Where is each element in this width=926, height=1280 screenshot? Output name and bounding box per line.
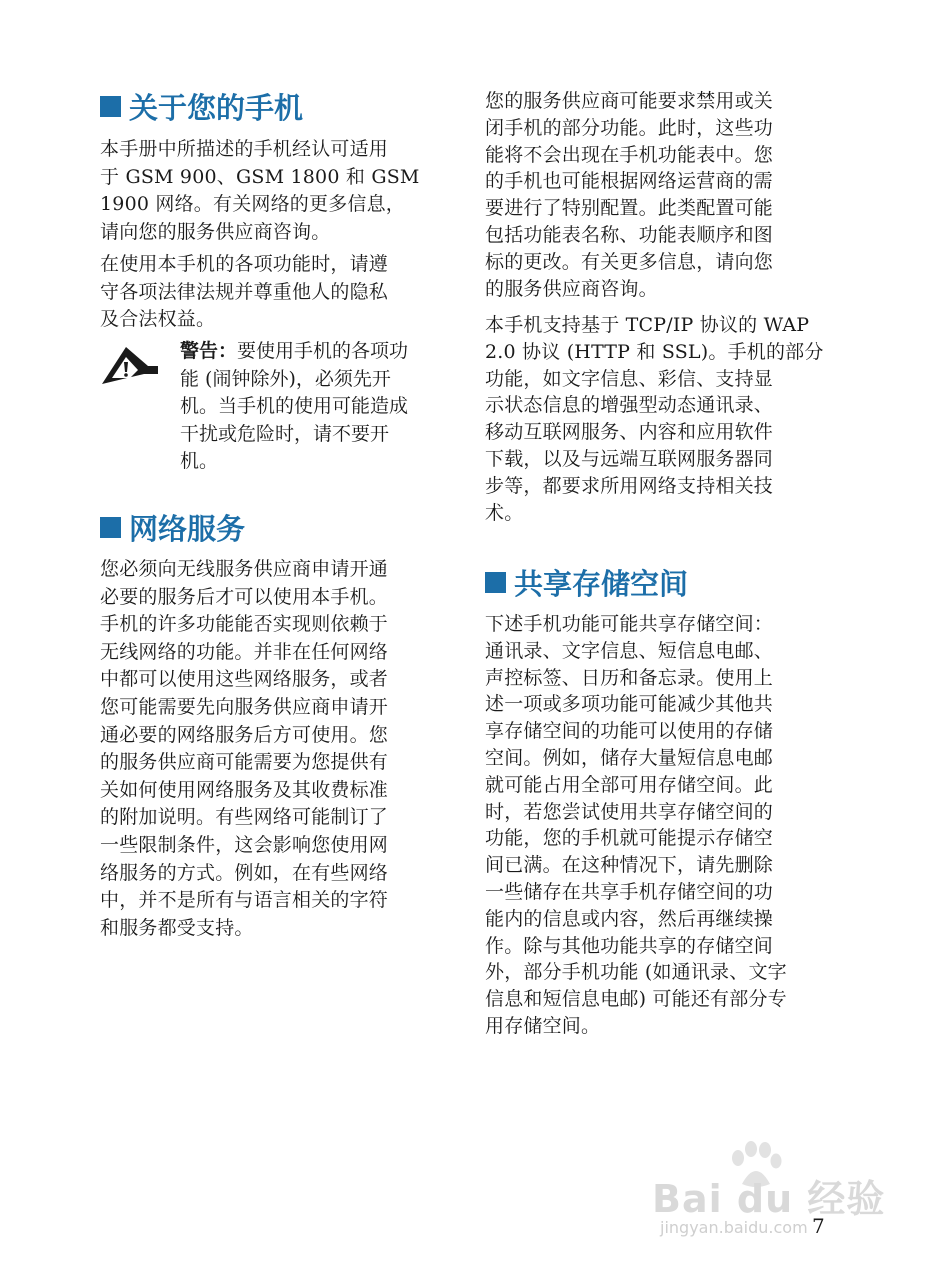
baidu-watermark [652, 1140, 886, 1245]
warning-label: 警告： [180, 340, 238, 362]
page-number: 7 [812, 1214, 825, 1238]
warning-block [100, 338, 445, 478]
section-heading-about-phone [100, 86, 303, 127]
section-title: 关于您的手机 [129, 91, 304, 125]
section-heading-network-services [100, 507, 245, 548]
heading-square-icon [100, 96, 121, 117]
paragraph-phone-networks: 本手册中所描述的手机经认可适用 于 GSM 900、GSM 1800 和 GSM 1900 网络。有关网络的更多信息， 请向您的服务供应商咨询。 [100, 138, 420, 243]
section-heading-shared-memory [485, 562, 688, 603]
paragraph-network-services: 您必须向无线服务供应商申请开通 必要的服务后才可以使用本手机。 手机的许多功能能否实现则依赖于 无线网络的功能。并非在任何网络 中都可以使用这些网络服务，或者 您可能需要先向服务供应商申请开 通必要的网络服务后方可使用。您 的服务供应商可能需要为您提供有 关如何使用网络服务及其收费标准 的附加说明。有些网络可能制订了 一些限制条件，这会影响您使用网 络服务的方式。例如，在有些网络 中，并不是所有与语言相关的字符 和服务都受支持。 [100, 558, 389, 939]
heading-square-icon [100, 517, 121, 538]
paragraph-legal-notice: 在使用本手机的各项功能时，请遵 守各项法律法规并尊重他人的隐私 及合法权益。 [100, 253, 389, 331]
warning-icon [100, 344, 160, 386]
paragraph-wap-support: 本手机支持基于 TCP/IP 协议的 WAP 2.0 协议 (HTTP 和 SSL)。手机的部分 功能，如文字信息、彩信、支持显 示状态信息的增强型动态通讯录、 移动互联网服务、内容和应用软件 下载，以及与远端互联网服务器同 步等，都要求所用网络支持相关技 术。 [485, 314, 824, 524]
watermark-url: jingyan.baidu.com [660, 1218, 808, 1237]
warning-text [180, 338, 445, 476]
warning-body: 要使用手机的各项功 能 (闹钟除外)，必须先开 机。当手机的使用可能造成 干扰或危险时，请不要开 机。 [180, 340, 409, 473]
heading-square-icon [485, 572, 506, 593]
section-title: 共享存储空间 [514, 567, 689, 601]
paragraph-provider-config: 您的服务供应商可能要求禁用或关 闭手机的部分功能。此时，这些功 能将不会出现在手机功能表中。您 的手机也可能根据网络运营商的需 要进行了特别配置。此类配置可能 包括功能表名称、功能表顺序和图 标的更改。有关更多信息，请向您 的服务供应商咨询。 [485, 90, 774, 300]
section-title: 网络服务 [129, 512, 246, 546]
watermark-logo: Bai du 经验 [652, 1177, 886, 1221]
paragraph-shared-memory: 下述手机功能可能共享存储空间： 通讯录、文字信息、短信息电邮、 声控标签、日历和备忘录。使用上 述一项或多项功能可能减少其他共 享存储空间的功能可以使用的存储 空间。例如，储存大量短信息电邮 就可能占用全部可用存储空间。此 时，若您尝试使用共享存储空间的 功能，您的手机就可能提示存储空 间已满。在这种情况下，请先删除 一些储存在共享手机存储空间的功 能内的信息或内容，然后再继续操 作。除与其他功能共享的存储空间 外，部分手机功能 (如通讯录、文字 信息和短信息电邮) 可能还有部分专 用存储空间。 [485, 613, 787, 1037]
